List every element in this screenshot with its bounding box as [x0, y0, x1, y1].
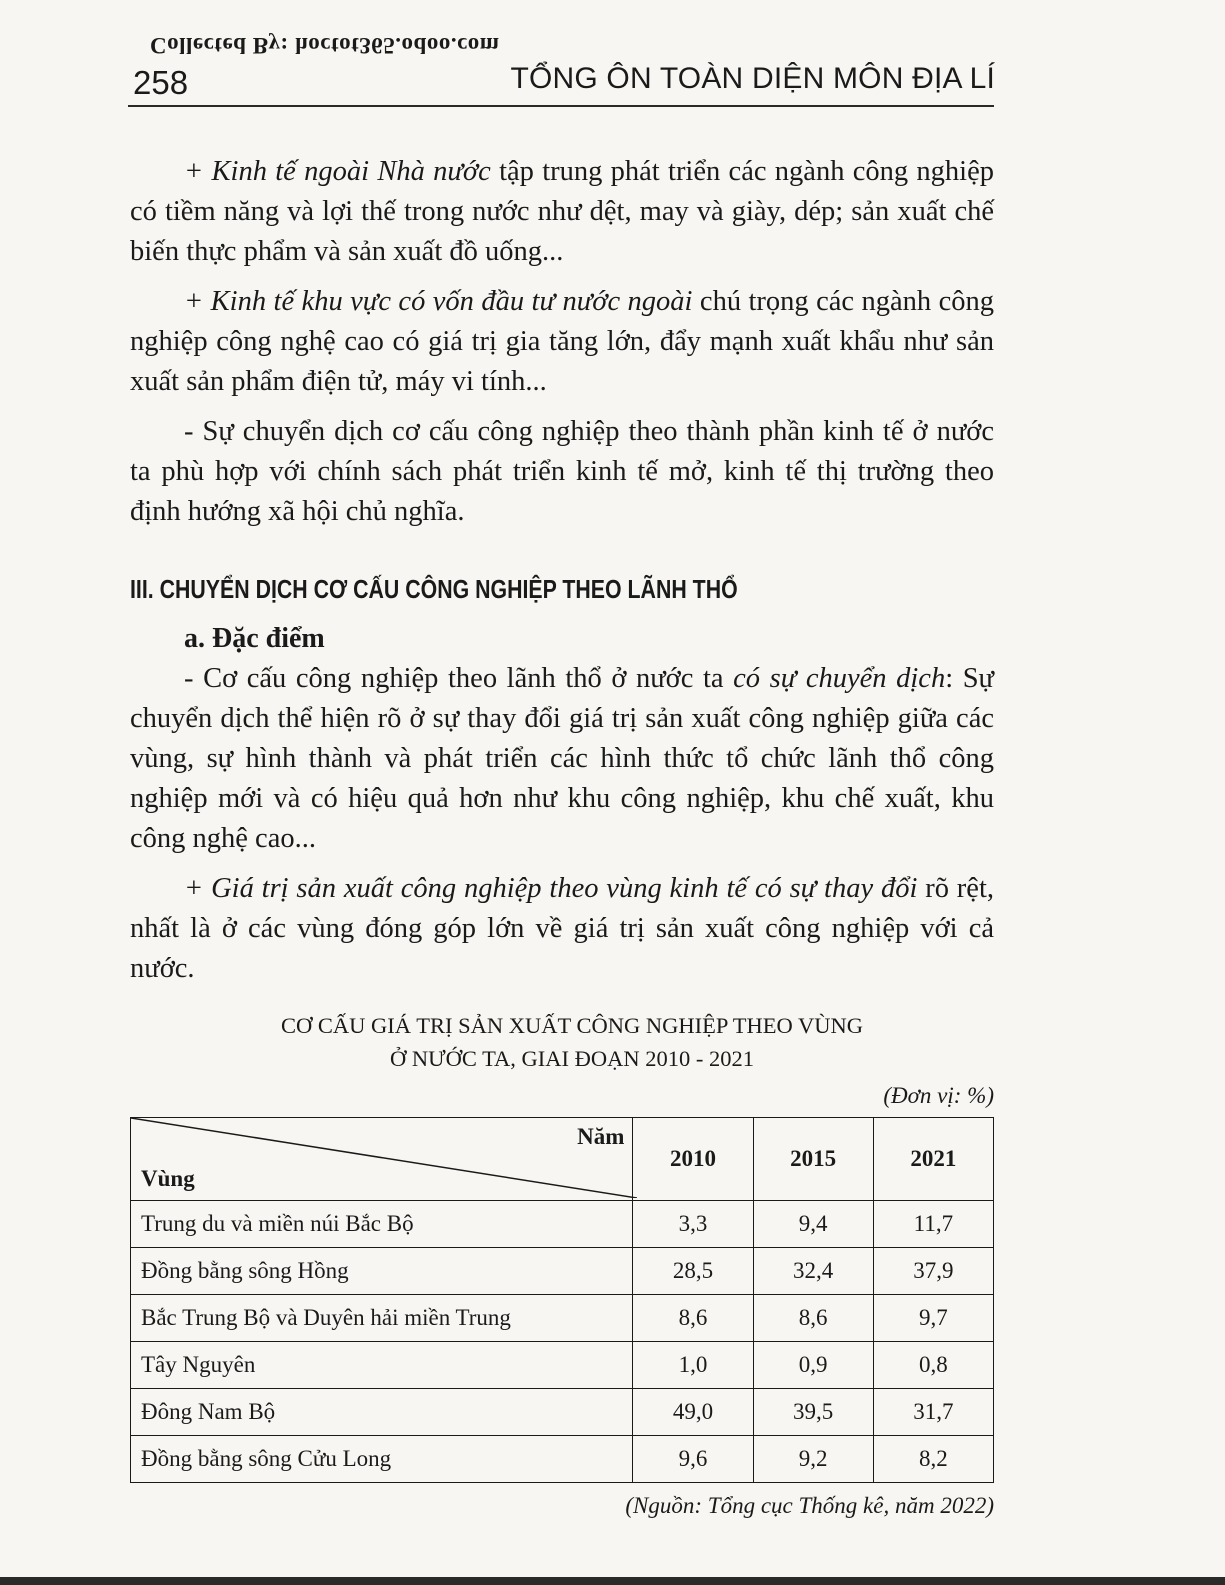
- corner-cell: [131, 1118, 633, 1201]
- value-cell: 9,2: [753, 1436, 873, 1483]
- paragraph-2: [130, 282, 994, 402]
- year-header: 2015: [753, 1118, 873, 1201]
- value-cell: 9,6: [633, 1436, 753, 1483]
- table-source: (Nguồn: Tổng cục Thống kê, năm 2022): [625, 1493, 994, 1518]
- value-cell: 0,8: [873, 1342, 993, 1389]
- table-title-line-1: CƠ CẤU GIÁ TRỊ SẢN XUẤT CÔNG NGHIỆP THEO VÙNG: [281, 1013, 863, 1038]
- value-cell: 8,2: [873, 1436, 993, 1483]
- table-row: [131, 1436, 994, 1483]
- year-header: 2021: [873, 1118, 993, 1201]
- table-unit: (Đơn vị: %): [883, 1083, 994, 1108]
- sub-heading: a. Đặc điểm: [184, 623, 325, 654]
- value-cell: 49,0: [633, 1389, 753, 1436]
- region-cell: Đồng bằng sông Cửu Long: [131, 1436, 633, 1483]
- table-row: [131, 1389, 994, 1436]
- corner-row-label: Vùng: [141, 1166, 195, 1191]
- header-divider: [128, 105, 994, 107]
- paragraph-1: [130, 152, 994, 272]
- table-title: [130, 1009, 1014, 1075]
- paragraph-1-text: tập trung phát triển các ngành công nghiệp có tiềm năng và lợi thế trong nước như dệt, may và giày, dép; sản xuất chế biến thực phẩm và sản xuất đồ uống...: [130, 156, 994, 267]
- paragraph-3: - Sự chuyển dịch cơ cấu công nghiệp theo thành phần kinh tế ở nước ta phù hợp với chính sách phát triển kinh tế mở, kinh tế thị trường theo định hướng xã hội chủ nghĩa.: [130, 416, 994, 527]
- paragraph-5-text: rõ rệt, nhất là ở các vùng đóng góp lớn về giá trị sản xuất công nghiệp với cả nước.: [130, 873, 994, 984]
- table-header-row: [131, 1118, 994, 1201]
- region-cell: Đồng bằng sông Hồng: [131, 1248, 633, 1295]
- watermark: Collected By: hoctot365.odoo.com: [150, 33, 500, 58]
- table-title-line-2: Ở NƯỚC TA, GIAI ĐOẠN 2010 - 2021: [390, 1046, 754, 1071]
- table-row: [131, 1295, 994, 1342]
- value-cell: 9,7: [873, 1295, 993, 1342]
- bottom-edge: [0, 1577, 1225, 1585]
- value-cell: 11,7: [873, 1201, 993, 1248]
- value-cell: 32,4: [753, 1248, 873, 1295]
- value-cell: 9,4: [753, 1201, 873, 1248]
- year-header: 2010: [633, 1118, 753, 1201]
- value-cell: 8,6: [753, 1295, 873, 1342]
- region-cell: Tây Nguyên: [131, 1342, 633, 1389]
- paragraph-5-italic: + Giá trị sản xuất công nghiệp theo vùng kinh tế có sự thay đổi: [184, 873, 918, 904]
- page-content: [130, 152, 994, 1519]
- corner-col-label: Năm: [577, 1124, 625, 1149]
- page-number: 258: [133, 64, 189, 101]
- value-cell: 37,9: [873, 1248, 993, 1295]
- paragraph-4: [130, 659, 994, 859]
- section-heading: III. CHUYỂN DỊCH CƠ CẤU CÔNG NGHIỆP THEO LÃNH THỔ: [130, 574, 738, 604]
- paragraph-5: [130, 869, 994, 989]
- value-cell: 39,5: [753, 1389, 873, 1436]
- value-cell: 0,9: [753, 1342, 873, 1389]
- value-cell: 28,5: [633, 1248, 753, 1295]
- value-cell: 3,3: [633, 1201, 753, 1248]
- table-row: [131, 1342, 994, 1389]
- paragraph-2-italic: + Kinh tế khu vực có vốn đầu tư nước ngoài: [184, 286, 693, 317]
- region-industry-table: [130, 1117, 994, 1483]
- value-cell: 1,0: [633, 1342, 753, 1389]
- paragraph-4-start: - Cơ cấu công nghiệp theo lãnh thổ ở nước ta: [184, 663, 734, 694]
- diagonal-divider: [131, 1118, 637, 1198]
- table-row: [131, 1248, 994, 1295]
- region-cell: Đông Nam Bộ: [131, 1389, 633, 1436]
- paragraph-2-text: chú trọng các ngành công nghiệp công nghệ cao có giá trị gia tăng lớn, đẩy mạnh xuất khẩu như sản xuất sản phẩm điện tử, máy vi tính...: [130, 286, 994, 397]
- paragraph-4-italic: có sự chuyển dịch: [733, 663, 946, 694]
- region-cell: Bắc Trung Bộ và Duyên hải miền Trung: [131, 1295, 633, 1342]
- paragraph-1-italic: + Kinh tế ngoài Nhà nước: [184, 156, 491, 187]
- value-cell: 8,6: [633, 1295, 753, 1342]
- table-row: [131, 1201, 994, 1248]
- running-title: TỔNG ÔN TOÀN DIỆN MÔN ĐỊA LÍ: [510, 62, 995, 95]
- paragraph-4-text: : Sự chuyển dịch thể hiện rõ ở sự thay đổi giá trị sản xuất công nghiệp giữa các vùng, sự hình thành và phát triển các hình thức tổ chức lãnh thổ công nghiệp mới và có hiệu quả hơn như khu công nghiệp, khu chế xuất, khu công nghệ cao...: [130, 663, 995, 854]
- value-cell: 31,7: [873, 1389, 993, 1436]
- region-cell: Trung du và miền núi Bắc Bộ: [131, 1201, 633, 1248]
